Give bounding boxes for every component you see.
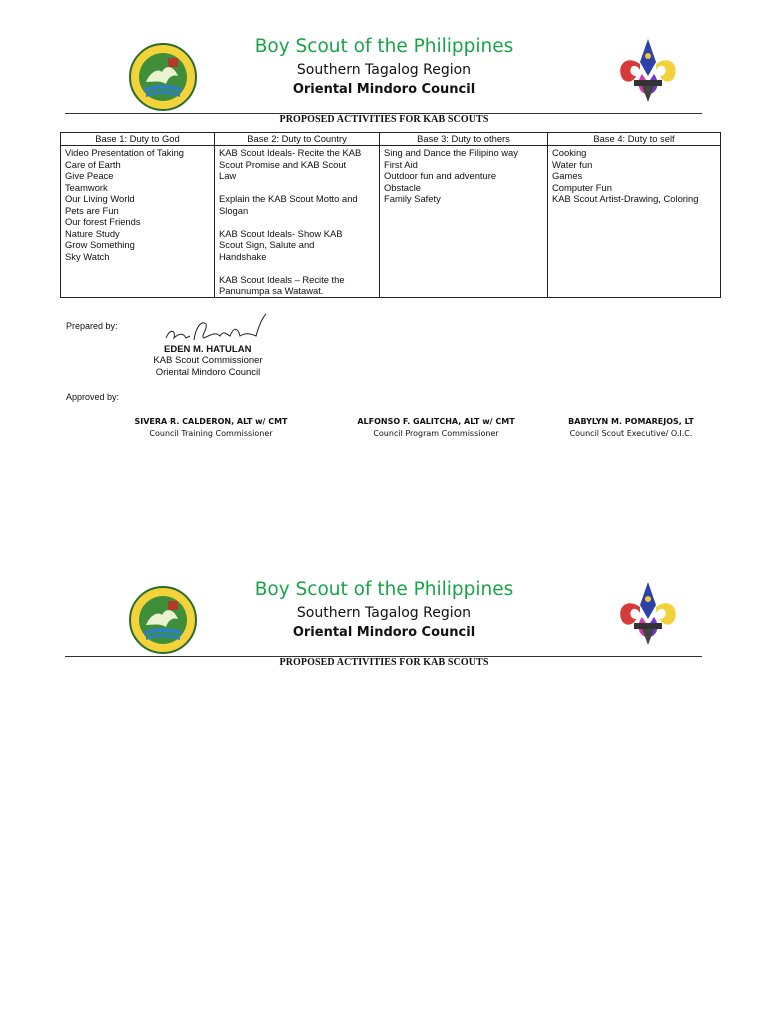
- signatory-role: Council Program Commissioner: [373, 429, 499, 438]
- header-region: Southern Tagalog Region: [296, 605, 472, 621]
- signatory-name: SIVERA R. CALDERON, ALT w/ CMT: [134, 417, 288, 426]
- header-title: Boy Scout of the Philippines: [254, 579, 514, 600]
- list-item: Grow Something: [65, 239, 135, 250]
- fleur-de-lis-logo: [612, 36, 684, 108]
- prepared-council: Oriental Mindoro Council: [155, 367, 261, 378]
- list-item: Cooking: [552, 147, 587, 158]
- header-title: Boy Scout of the Philippines: [254, 36, 514, 57]
- list-item: Nature Study: [65, 227, 120, 239]
- list-item: Video Presentation of Taking: [65, 147, 185, 158]
- list-item: Computer Fun: [552, 181, 612, 193]
- base4-cell: [548, 146, 721, 298]
- base3-cell: [380, 146, 548, 298]
- list-item: Panunumpa sa Watawat.: [219, 285, 324, 296]
- list-item: Slogan: [219, 204, 249, 216]
- list-item: KAB Scout Ideals- Show KAB: [219, 227, 343, 239]
- table-header-base2: Base 2: Duty to Country: [215, 133, 380, 146]
- base1-cell: [61, 146, 215, 298]
- header-council: Oriental Mindoro Council: [292, 625, 476, 640]
- header-council: Oriental Mindoro Council: [292, 82, 476, 97]
- list-item: Care of Earth: [65, 158, 121, 170]
- list-item: Handshake: [219, 250, 267, 262]
- signatory-name: BABYLYN M. POMAREJOS, LT: [568, 417, 694, 426]
- table-header-base4: Base 4: Duty to self: [548, 133, 721, 146]
- list-item: Water fun: [552, 158, 593, 170]
- base2-cell: [215, 146, 380, 298]
- handwritten-signature: [160, 312, 270, 346]
- activities-table: [60, 132, 721, 298]
- table-row: [61, 146, 721, 298]
- list-item: Law: [219, 170, 237, 181]
- table-header-base3: Base 3: Duty to others: [380, 133, 548, 146]
- signatory-role: Council Scout Executive/ O.I.C.: [569, 429, 693, 438]
- header-region: Southern Tagalog Region: [296, 62, 472, 78]
- list-item: Sing and Dance the Filipino way: [384, 147, 518, 158]
- list-item: First Aid: [384, 158, 418, 170]
- list-item: Family Safety: [384, 193, 441, 204]
- list-item: Scout Promise and KAB Scout: [219, 158, 347, 170]
- list-item: Our forest Friends: [65, 216, 141, 227]
- doc-title: PROPOSED ACTIVITIES FOR KAB SCOUTS: [279, 657, 489, 668]
- list-item: Explain the KAB Scout Motto and: [219, 193, 358, 204]
- prepared-role: KAB Scout Commissioner: [153, 355, 263, 366]
- prepared-label: Prepared by:: [66, 321, 118, 331]
- list-item: KAB Scout Artist-Drawing, Coloring: [552, 193, 699, 204]
- list-item: KAB Scout Ideals- Recite the KAB: [219, 147, 362, 158]
- list-item: Give Peace: [65, 170, 114, 181]
- list-item: Sky Watch: [65, 250, 110, 262]
- list-item: KAB Scout Ideals – Recite the: [219, 273, 345, 285]
- table-header-row: [61, 133, 721, 146]
- approved-label: Approved by:: [66, 392, 120, 402]
- table-header-base1: Base 1: Duty to God: [61, 133, 215, 146]
- doc-title: PROPOSED ACTIVITIES FOR KAB SCOUTS: [279, 114, 489, 125]
- list-item: Our Living World: [65, 193, 135, 204]
- signatory-role: Council Training Commissioner: [149, 429, 273, 438]
- list-item: Pets are Fun: [65, 204, 119, 216]
- list-item: Outdoor fun and adventure: [384, 170, 497, 181]
- fleur-de-lis-logo: [612, 579, 684, 651]
- list-item: Teamwork: [65, 181, 108, 193]
- list-item: Games: [552, 170, 583, 181]
- list-item: Scout Sign, Salute and: [219, 239, 315, 250]
- prepared-name: EDEN M. HATULAN: [164, 344, 252, 355]
- list-item: Obstacle: [384, 181, 421, 193]
- signatory-name: ALFONSO F. GALITCHA, ALT w/ CMT: [357, 417, 515, 426]
